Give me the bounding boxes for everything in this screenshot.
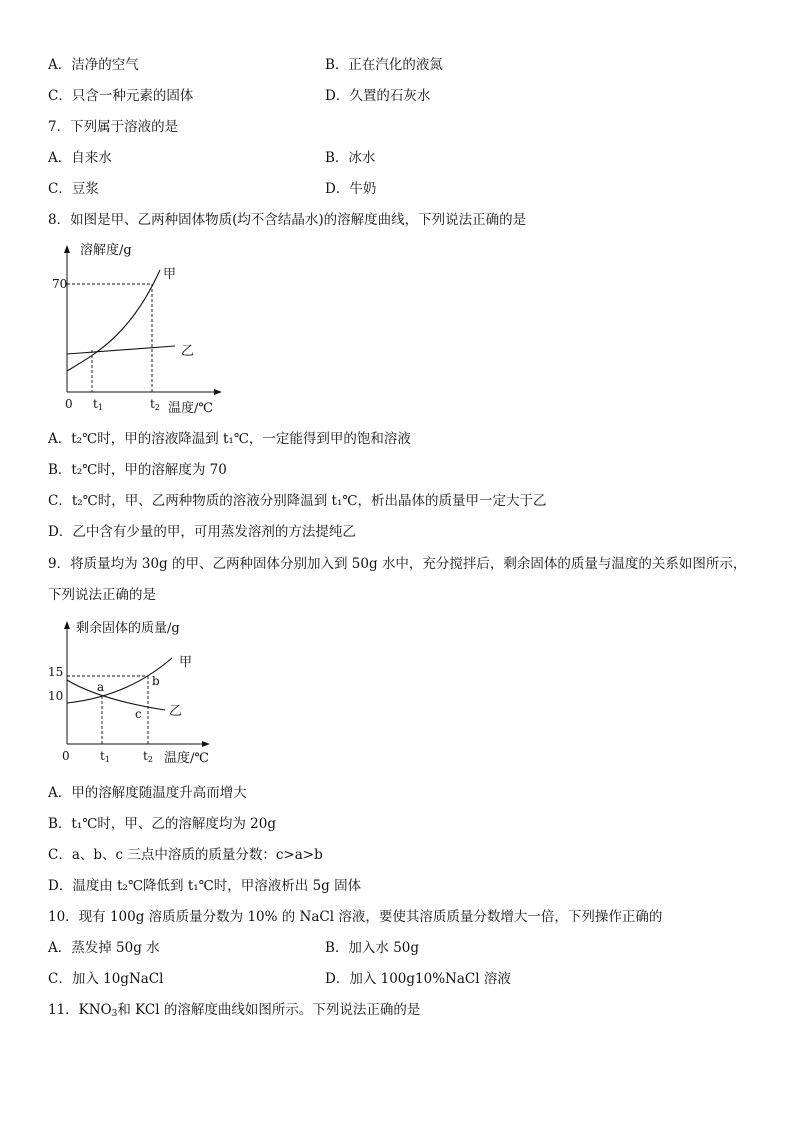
q6-option-c: C．只含一种元素的固体 [48,88,194,104]
q8-y-label: 溶解度/g [80,243,132,258]
q8-curve-yi-label: 乙 [181,344,195,359]
q9-stem-line2: 下列说法正确的是 [48,587,156,603]
q8-x-label: 温度/℃ [168,401,213,416]
q10-option-b: B．加入水 50g [325,940,420,956]
q9-curve-jia-label: 甲 [179,655,193,670]
q9-point-b: b [152,674,160,688]
q9-stem-line1: 9．将质量均为 30g 的甲、乙两种固体分别加入到 50g 水中，充分搅拌后，剩余固体的质量与温度的关系如图所示， [48,556,747,572]
q9-curve-yi [67,680,165,710]
q8-curve-jia-label: 甲 [163,267,177,282]
q9-curve-yi-label: 乙 [169,704,183,719]
q9-y-label: 剩余固体的质量/g [76,621,180,636]
q9-point-c: c [135,707,142,721]
q10-option-a: A．蒸发掉 50g 水 [48,940,160,956]
q9-option-d: D．温度由 t₂℃降低到 t₁℃时，甲溶液析出 5g 固体 [48,878,362,894]
q11-stem: 11．$KNO_3$和 KCl 的溶解度曲线如图所示。下列说法正确的是 [48,1002,421,1019]
q10-option-c: C．加入 10gNaCl [48,971,164,987]
q9-point-a: a [97,680,105,694]
q9-y-arrow [64,621,70,629]
q7-option-b: B．冰水 [325,150,376,166]
q9-y-tick-10: 10 [48,689,64,703]
q7-stem: 7．下列属于溶液的是 [48,119,179,135]
q8-origin: 0 [65,397,73,411]
q6-option-b: B．正在汽化的液氮 [325,57,443,73]
q9-x-label: 温度/℃ [164,751,209,766]
q6-option-a: A．洁净的空气 [48,57,139,73]
q9-option-a: A．甲的溶解度随温度升高而增大 [48,785,247,801]
q9-remaining-solid-figure [40,614,240,772]
q9-t1-label: t1 [100,749,110,764]
q8-stem: 8．如图是甲、乙两种固体物质(均不含结晶水)的溶解度曲线，下列说法正确的是 [48,212,527,228]
q8-curve-jia [67,270,160,371]
q7-option-a: A．自来水 [48,150,112,166]
q9-x-arrow [202,741,210,747]
q9-t2-label: t2 [143,749,153,764]
q8-curve-yi [67,346,175,354]
q8-y-arrow [64,245,70,253]
q7-option-c: C．豆浆 [48,181,99,197]
q8-option-c: C．t₂℃时，甲、乙两种物质的溶液分别降温到 t₁℃，析出晶体的质量甲一定大于乙 [48,493,547,509]
q9-option-b: B．t₁℃时，甲、乙的溶解度均为 20g [48,816,276,832]
q8-y-tick-70: 70 [52,277,68,291]
q6-option-d: D．久置的石灰水 [325,88,431,104]
q9-origin: 0 [62,749,70,763]
q8-t1-label: t1 [93,397,103,412]
q10-stem: 10．现有 100g 溶质质量分数为 10% 的 NaCl 溶液，要使其溶质质量分数增大一倍，下列操作正确的 [48,909,663,925]
q8-option-a: A．t₂℃时，甲的溶液降温到 t₁℃，一定能得到甲的饱和溶液 [48,431,411,447]
q8-t2-label: t2 [150,397,160,412]
q9-y-tick-15: 15 [48,665,64,679]
q9-option-c: C．a、b、c 三点中溶质的质量分数：c>a>b [48,847,323,863]
q8-option-b: B．t₂℃时，甲的溶解度为 70 [48,462,227,478]
q8-option-d: D．乙中含有少量的甲，可用蒸发溶剂的方法提纯乙 [48,524,356,540]
q8-solubility-figure [40,236,240,420]
q8-x-arrow [214,389,222,395]
q10-option-d: D．加入 100g10%NaCl 溶液 [325,971,511,987]
q7-option-d: D．牛奶 [325,181,377,197]
